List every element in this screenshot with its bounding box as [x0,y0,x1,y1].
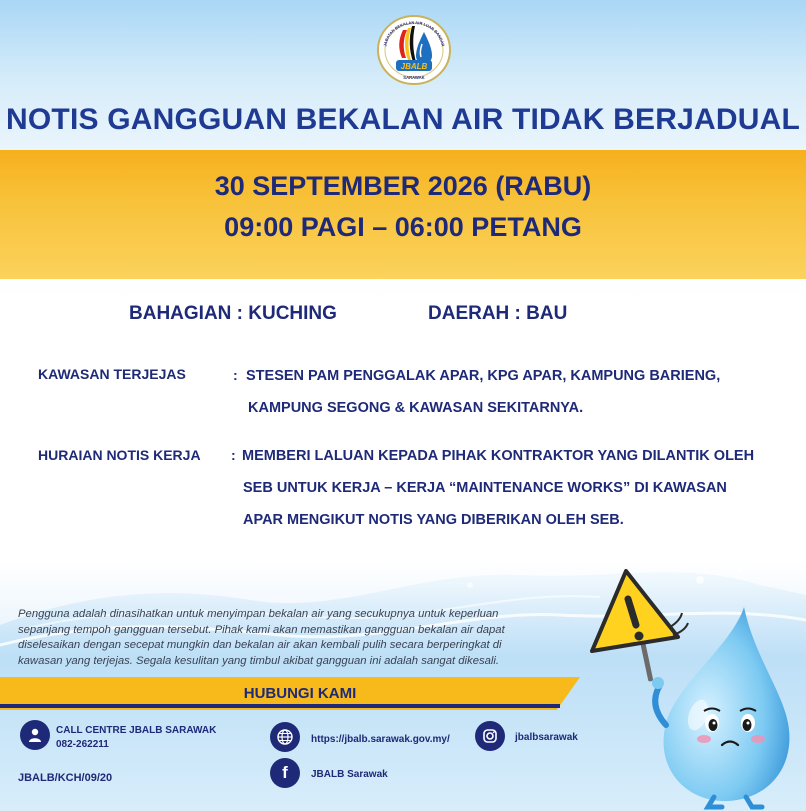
logo-wordmark: JBALB [400,62,428,71]
work-description-label: HURAIAN NOTIS KERJA [38,447,201,463]
call-centre-label: CALL CENTRE JBALB SARAWAK [56,725,217,736]
work-description-line-3: APAR MENGIKUT NOTIS YANG DIBERIKAN OLEH SEB. [243,512,624,528]
affected-area-colon: : [233,367,238,383]
facebook-icon: f [270,758,300,788]
website-link[interactable]: https://jbalb.sarawak.gov.my/ [311,734,450,745]
work-description-line-1: MEMBERI LALUAN KEPADA PIHAK KONTRAKTOR YANG DILANTIK OLEH [242,448,755,464]
advisory-line: diselesaikan dengan secepat mungkin dan bekalan air akan kembali pulih secara berperingkat di [18,639,502,651]
advisory-line: Pengguna adalah dinasihatkan untuk menyimpan bekalan air yang secukupnya untuk keperluan [18,608,499,620]
water-droplet-mascot-icon [636,605,801,810]
work-description-line-2: SEB UNTUK KERJA – KERJA “MAINTENANCE WORKS” DI KAWASAN [243,480,727,496]
logo-ring-text: JABATAN BEKALAN AIR LUAR BANDAR [382,19,446,47]
schedule-date: 30 SEPTEMBER 2026 (RABU) [214,171,592,201]
reference-code: JBALB/KCH/09/20 [18,772,113,784]
affected-area-label: KAWASAN TERJEJAS [38,366,186,382]
district-label: DAERAH : BAU [428,303,568,324]
work-description-colon: : [231,447,236,463]
division-label: BAHAGIAN : KUCHING [129,303,337,324]
user-phone-icon [20,720,50,750]
affected-area-line-2: KAMPUNG SEGONG & KAWASAN SEKITARNYA. [248,400,584,416]
advisory-notice [18,607,578,669]
logo-bottom-text: SARAWAK [403,75,425,80]
page-title: NOTIS GANGGUAN BEKALAN AIR TIDAK BERJADUAL [6,103,800,136]
advisory-line: kawasan yang terjejas. Segala kesulitan yang timbul akibat gangguan ini adalah sangat dikesali. [18,654,500,667]
jbalb-logo-icon [376,14,452,86]
instagram-handle[interactable]: jbalbsarawak [515,732,578,743]
instagram-icon [475,721,505,751]
facebook-page[interactable]: JBALB Sarawak [311,769,388,780]
contact-band-stripe [0,704,560,708]
contact-title: HUBUNGI KAMI [243,685,357,702]
schedule-time: 09:00 PAGI – 06:00 PETANG [224,212,582,242]
affected-area-line-1: STESEN PAM PENGGALAK APAR, KPG APAR, KAMPUNG BARIENG, [246,368,721,384]
globe-icon [270,722,300,752]
call-centre-phone[interactable]: 082-262211 [56,739,109,750]
advisory-line: sepanjang tempoh gangguan tersebut. Pihak kami akan memastikan gangguan bekalan air dapat [18,623,505,636]
